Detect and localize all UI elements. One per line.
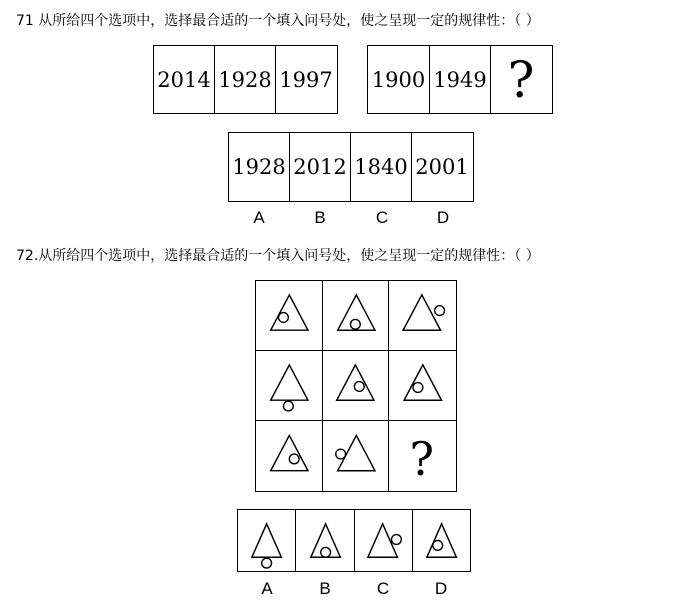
q72-label-b: B	[319, 579, 331, 598]
q71-option-a[interactable]: 1928	[229, 133, 290, 201]
q71-group1-cell: 2014	[154, 46, 215, 113]
q71-group2-cell: 1949	[430, 46, 491, 113]
q72-label-d: D	[434, 579, 448, 598]
grid-cell-triangle-circle	[323, 421, 390, 491]
grid-cell-triangle-circle	[389, 281, 456, 351]
q71-label-c: C	[375, 208, 389, 227]
q72-figure-grid	[255, 280, 457, 492]
q71-option-b[interactable]: 2012	[290, 133, 351, 201]
q72-option-c[interactable]	[355, 510, 413, 571]
q72-label-a: A	[261, 579, 273, 598]
grid-cell-triangle-circle	[323, 281, 390, 351]
q71-group2-cell: 1900	[368, 46, 430, 113]
q71-options-row	[228, 132, 474, 202]
q71-label-d: D	[436, 208, 450, 227]
q71-sequence-group-1	[153, 45, 338, 114]
q72-options-row	[237, 509, 471, 572]
q72-option-d[interactable]	[413, 510, 470, 571]
grid-cell-triangle-circle	[256, 351, 323, 421]
grid-cell-triangle-circle	[256, 421, 323, 491]
question-72-title: 72.从所给四个选项中，选择最合适的一个填入问号处，使之呈现一定的规律性：（ ）	[16, 248, 540, 264]
q71-label-a: A	[253, 208, 265, 227]
q71-sequence-group-2	[367, 45, 553, 114]
q72-label-c: C	[376, 579, 390, 598]
grid-cell-triangle-circle	[256, 281, 323, 351]
grid-cell-triangle-circle	[323, 351, 390, 421]
question-71-title: 71 从所给四个选项中，选择最合适的一个填入问号处，使之呈现一定的规律性：（ ）	[16, 13, 540, 29]
q71-option-c[interactable]: 1840	[351, 133, 412, 201]
q71-question-mark: ?	[507, 50, 535, 109]
q71-label-b: B	[314, 208, 326, 227]
q71-group1-cell: 1997	[279, 67, 333, 92]
q72-question-mark: ?	[409, 432, 435, 486]
grid-cell-question-mark	[389, 421, 456, 491]
q72-option-a[interactable]	[238, 510, 296, 571]
q71-option-d[interactable]: 2001	[415, 155, 469, 179]
q71-group1-cell: 1928	[215, 46, 276, 113]
grid-cell-triangle-circle	[389, 351, 456, 421]
q72-option-b[interactable]	[296, 510, 354, 571]
